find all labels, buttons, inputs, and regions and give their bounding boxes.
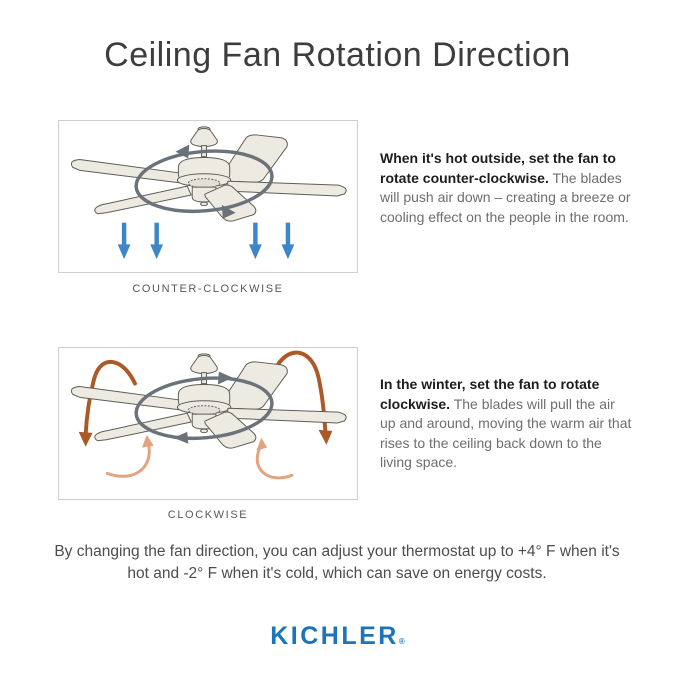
page-title: Ceiling Fan Rotation Direction bbox=[104, 36, 571, 74]
cw-description-bold: In the winter, set the fan to rotate clockwise. bbox=[380, 376, 600, 412]
cw-figure-label: CLOCKWISE bbox=[167, 509, 249, 521]
ccw-figure-box bbox=[58, 120, 358, 273]
kichler-logo bbox=[0, 622, 675, 651]
cw-figure-box bbox=[58, 347, 358, 500]
cw-description bbox=[380, 375, 632, 473]
ccw-description bbox=[380, 149, 632, 227]
ceiling-fan-ccw-illustration bbox=[59, 121, 357, 272]
rising-air-arrows-icon bbox=[107, 446, 292, 478]
kichler-logo-text: KICHLER bbox=[270, 622, 399, 650]
thermostat-note: By changing the fan direction, you can adjust your thermostat up to +4° F when it's hot and -2° F when it's cold, which can save on energy costs. bbox=[54, 543, 620, 582]
ccw-figure-label: COUNTER-CLOCKWISE bbox=[132, 283, 284, 295]
registered-mark-icon: ® bbox=[398, 637, 405, 646]
ccw-description-rest: The blades will push air down – creating a breeze or cooling effect on the people in the room. bbox=[380, 169, 631, 225]
ceiling-fan-cw-illustration bbox=[59, 348, 357, 499]
airflow-down-arrows-icon bbox=[118, 223, 295, 260]
ccw-description-bold: When it's hot outside, set the fan to rotate counter-clockwise. bbox=[380, 150, 616, 186]
cw-description-rest: The blades will pull the air up and around, moving the warm air that rises to the ceiling back down to the living space. bbox=[380, 395, 632, 470]
